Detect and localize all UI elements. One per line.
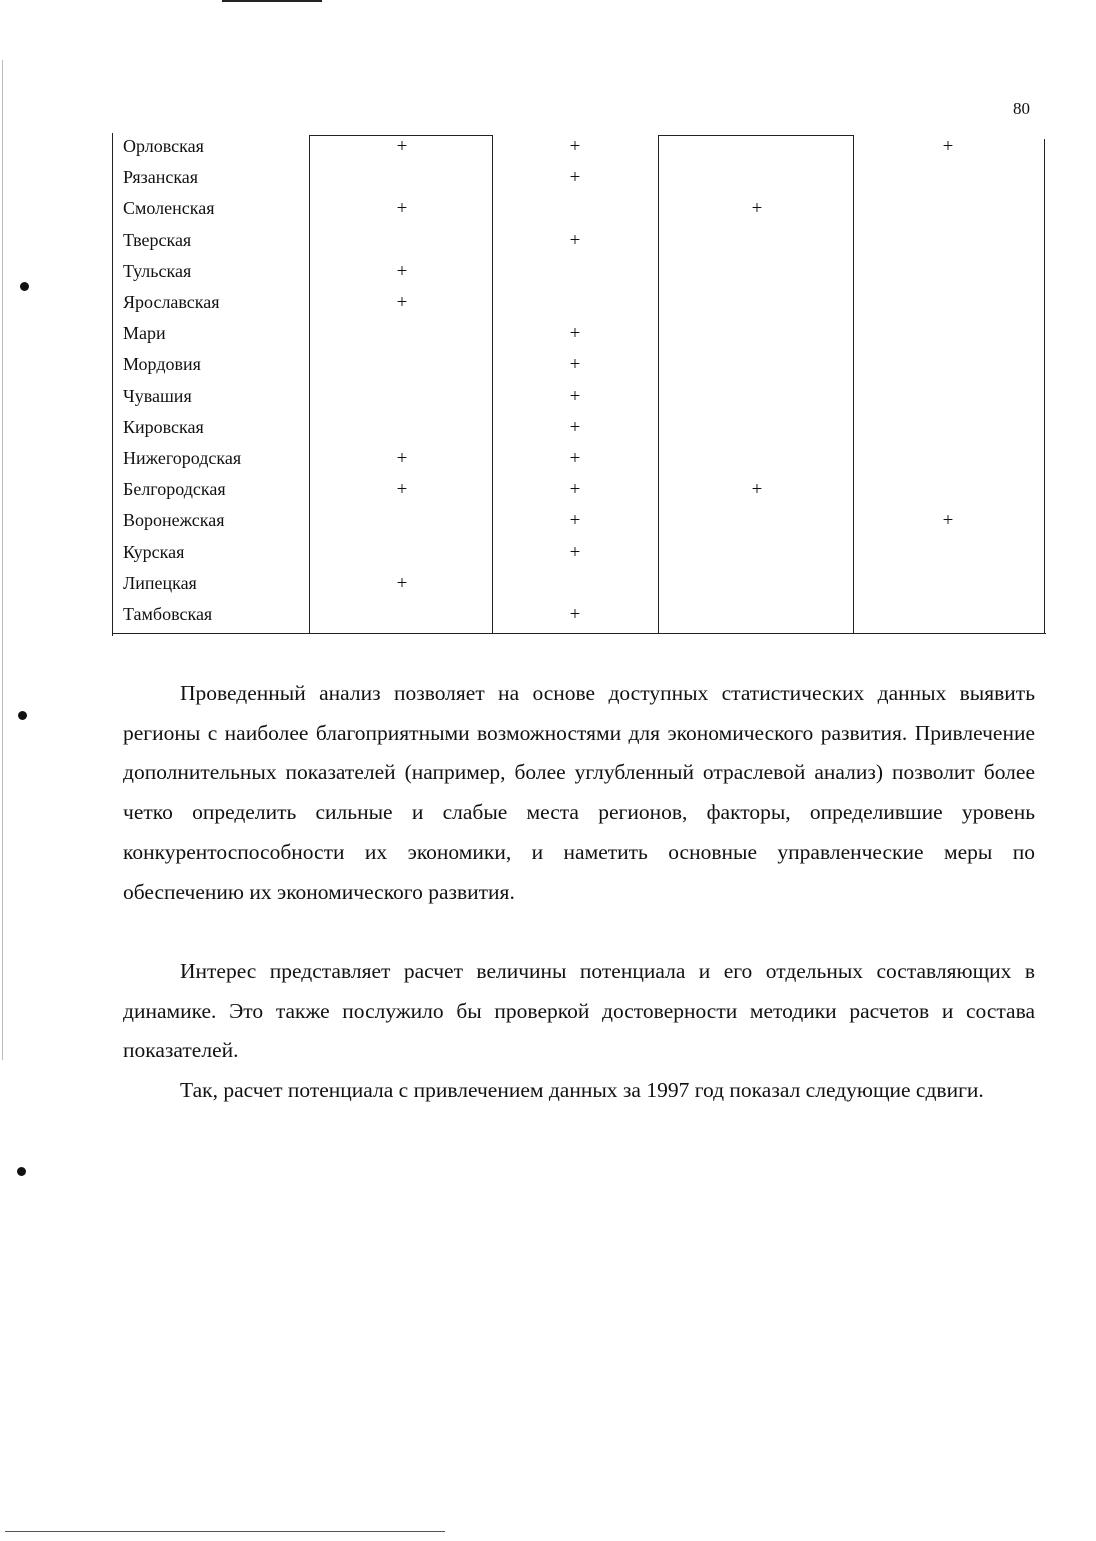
plus-mark: + (569, 167, 581, 189)
table-row (112, 476, 1047, 507)
paragraph-analysis: Проведенный анализ позволяет на основе доступных статистических данных выявить регионы с наиболее благоприятными возможностями для экономического развития. Привлечение дополнительных показателей (например, более углубленный отраслевой анализ) позволит более четко определить сильные и слабые места регионов, факторы, определившие уровень конкурентоспособности их экономики, и наметить основные управленческие меры по обеспечению их экономического развития. (123, 681, 1035, 904)
paragraph-dynamics: Интерес представляет расчет величины потенциала и его отдельных составляющих в динамике. Это также послужило бы проверкой достоверности методики расчетов и состава показателей. (123, 959, 1035, 1063)
plus-mark: + (396, 448, 408, 469)
table-row (112, 383, 1047, 414)
region-name: Тульская (123, 260, 192, 281)
plus-mark: + (569, 510, 581, 532)
region-name: Курская (123, 541, 185, 562)
plus-mark: + (396, 198, 408, 220)
page-number: 80 (1013, 99, 1030, 118)
scan-bottom-line (5, 1531, 445, 1532)
region-name: Белгородская (123, 479, 226, 500)
region-name: Рязанская (123, 167, 199, 188)
table-row (112, 539, 1047, 570)
table-row (112, 507, 1047, 538)
plus-mark: + (569, 385, 581, 407)
plus-mark: + (942, 136, 954, 157)
region-name: Чувашия (123, 385, 192, 406)
plus-mark: + (396, 260, 408, 282)
plus-mark: + (569, 136, 581, 157)
plus-mark: + (942, 510, 954, 532)
table-row (112, 164, 1047, 195)
region-name: Мордовия (123, 354, 201, 375)
paragraph-shifts: Так, расчет потенциала с привлечением данных за 1997 год показал следующие сдвиги. (180, 1078, 984, 1102)
region-name: Смоленская (123, 198, 215, 219)
plus-mark: + (396, 292, 408, 313)
table-row (112, 320, 1047, 351)
region-name: Ярославская (123, 292, 220, 312)
plus-mark: + (751, 479, 763, 501)
table-bottom-border (112, 633, 1046, 634)
region-name: Орловская (123, 136, 204, 156)
plus-mark: + (396, 136, 408, 157)
plus-mark: + (569, 354, 581, 376)
table-row (112, 133, 1047, 164)
scan-margin-line (2, 60, 3, 1060)
scan-speck (18, 711, 27, 720)
plus-mark: + (396, 572, 408, 594)
regions-table (112, 133, 1047, 636)
region-name: Воронежская (123, 510, 225, 531)
table-row (112, 601, 1047, 632)
plus-mark: + (569, 479, 581, 501)
scan-edge-line (222, 0, 322, 2)
region-name: Нижегородская (123, 448, 242, 468)
region-name: Кировская (123, 416, 204, 437)
plus-mark: + (396, 479, 408, 501)
plus-mark: + (751, 198, 763, 220)
table-row (112, 258, 1047, 289)
region-name: Тверская (123, 229, 192, 250)
plus-mark: + (569, 416, 581, 438)
table-row (112, 445, 1047, 476)
region-name: Тамбовская (123, 604, 213, 624)
table-row (112, 289, 1047, 320)
table-row (112, 570, 1047, 601)
plus-mark: + (569, 229, 581, 251)
plus-mark: + (569, 604, 581, 625)
table-row (112, 414, 1047, 445)
region-name: Липецкая (123, 572, 197, 593)
table-row (112, 195, 1047, 226)
plus-mark: + (569, 541, 581, 563)
scan-speck (20, 282, 29, 291)
table-row (112, 351, 1047, 382)
table-row (112, 227, 1047, 258)
plus-mark: + (569, 323, 581, 345)
region-name: Мари (123, 323, 166, 344)
scan-speck (17, 1167, 26, 1176)
plus-mark: + (569, 448, 581, 469)
